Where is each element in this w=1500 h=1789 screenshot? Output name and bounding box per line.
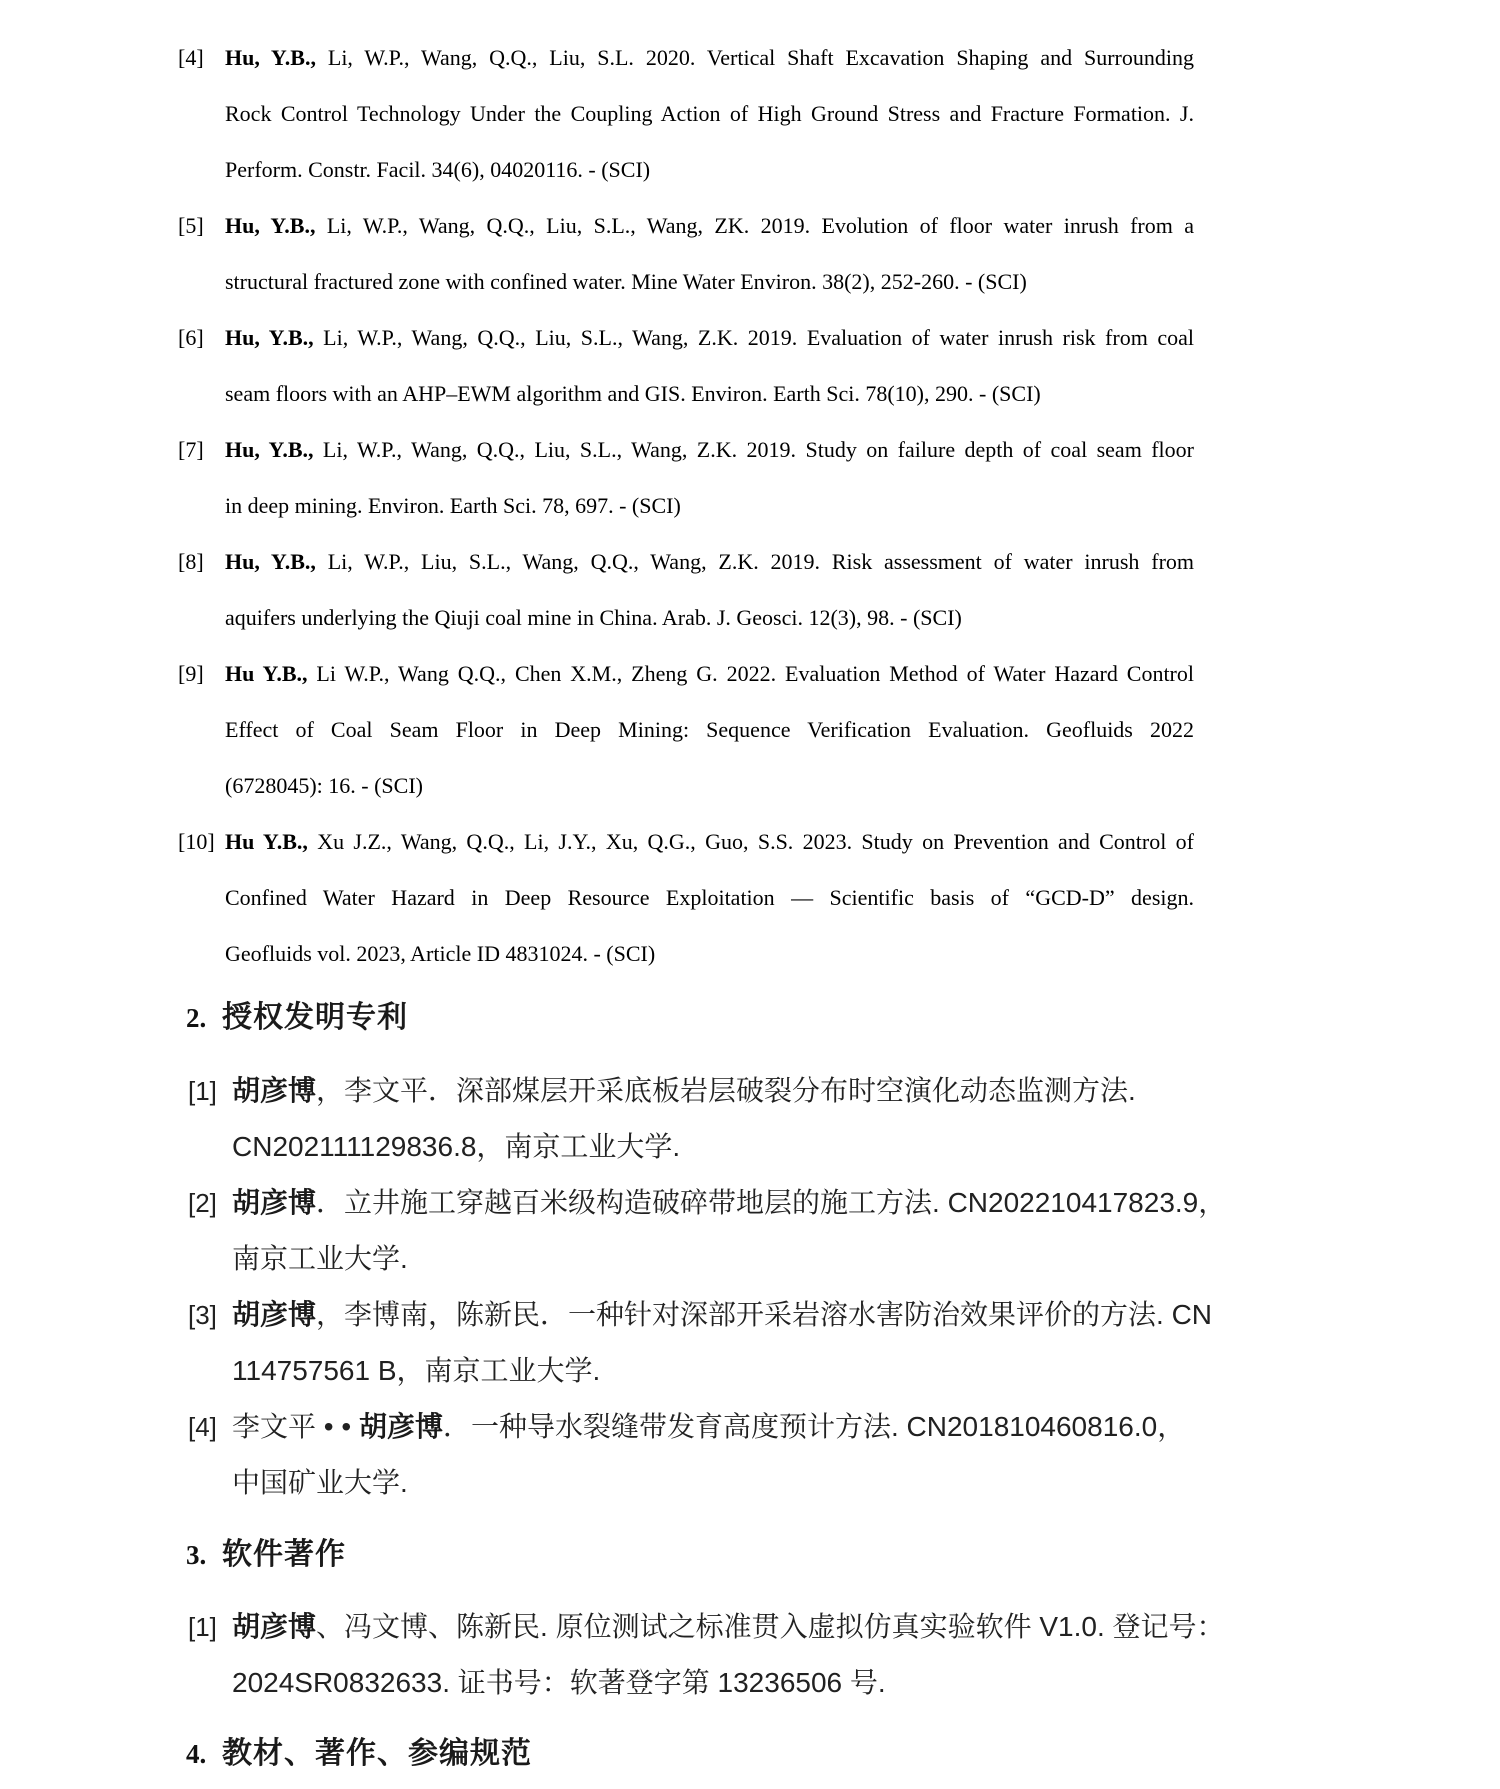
reference-line [178,534,1194,590]
reference-item [178,310,1194,422]
patent-text: ．立井施工穿越百米级构造破碎带地层的施工方法. CN202210417823.9， [316,1187,1227,1218]
reference-line: Rock Control Technology Under the Coupling Action of High Ground Stress and Fracture Formation. J. [225,101,1194,126]
section-header-software [178,1533,346,1577]
section-title: 软件著作 [222,1538,346,1571]
reference-author-bold: Hu, Y.B., [225,325,314,350]
patent-number: [3] [188,1300,217,1330]
patent-line [188,1287,1228,1343]
patent-text: ．一种导水裂缝带发育高度预计方法. CN201810460816.0， [442,1411,1186,1442]
reference-item [178,646,1194,814]
section-title: 授权发明专利 [222,1001,408,1034]
section-number: 3. [186,1540,207,1570]
reference-number: [4] [178,45,204,70]
section-number: 4. [186,1739,207,1769]
patent-pre: 李文平 • • [232,1411,359,1442]
reference-author-bold: Hu Y.B., [225,829,308,854]
section-header-patents [178,996,408,1040]
software-line: 2024SR0832633. 证书号：软著登字第 13236506 号. [232,1667,886,1698]
reference-line [178,310,1194,366]
patent-line: CN202111129836.8，南京工业大学. [232,1131,681,1162]
reference-line: Confined Water Hazard in Deep Resource Exploitation — Scientific basis of “GCD-D” design. [225,885,1194,910]
reference-line: aquifers underlying the Qiuji coal mine in China. Arab. J. Geosci. 12(3), 98. - (SCI) [225,605,962,630]
reference-line [178,198,1194,254]
reference-line: seam floors with an AHP–EWM algorithm and GIS. Environ. Earth Sci. 78(10), 290. - (SCI) [225,381,1041,406]
reference-author-bold: Hu, Y.B., [225,549,316,574]
reference-text: Li W.P., Wang Q.Q., Chen X.M., Zheng G. 2022. Evaluation Method of Water Hazard Control [307,661,1194,686]
reference-line [178,30,1194,86]
reference-line: structural fractured zone with confined water. Mine Water Environ. 38(2), 252-260. - (SCI) [225,269,1027,294]
reference-text: Li, W.P., Liu, S.L., Wang, Q.Q., Wang, Z.K. 2019. Risk assessment of water inrush from [315,549,1194,574]
patent-line: 中国矿业大学. [232,1467,408,1498]
patent-text: ，李文平．深部煤层开采底板岩层破裂分布时空演化动态监测方法. [316,1075,1136,1106]
reference-text: Li, W.P., Wang, Q.Q., Liu, S.L. 2020. Vertical Shaft Excavation Shaping and Surrounding [315,45,1194,70]
patent-author-bold: 胡彦博 [232,1299,317,1330]
reference-text: Li, W.P., Wang, Q.Q., Liu, S.L., Wang, Z.K. 2019. Evaluation of water inrush risk from coal [313,325,1194,350]
reference-line [178,646,1194,702]
software-copyright-list [188,1599,1228,1711]
patent-text: ，李博南，陈新民．一种针对深部开采岩溶水害防治效果评价的方法. CN [316,1299,1213,1330]
patent-item [188,1287,1228,1399]
reference-line [178,422,1194,478]
patent-item [188,1399,1228,1511]
software-item [188,1599,1228,1711]
patent-line: 114757561 B，南京工业大学. [232,1355,601,1386]
reference-line [178,814,1194,870]
reference-item [178,198,1194,310]
patent-line [188,1063,1228,1119]
reference-number: [8] [178,549,204,574]
reference-line: in deep mining. Environ. Earth Sci. 78, 697. - (SCI) [225,493,681,518]
reference-author-bold: Hu, Y.B., [225,45,316,70]
reference-author-bold: Hu, Y.B., [225,213,316,238]
reference-text: Xu J.Z., Wang, Q.Q., Li, J.Y., Xu, Q.G., Guo, S.S. 2023. Study on Prevention and Control of [307,829,1194,854]
patent-number: [1] [188,1076,217,1106]
patent-item [188,1063,1228,1175]
reference-author-bold: Hu, Y.B., [225,437,314,462]
reference-author-bold: Hu Y.B., [225,661,308,686]
reference-item [178,422,1194,534]
patent-author-bold: 胡彦博 [232,1075,317,1106]
patent-author-bold: 胡彦博 [358,1411,443,1442]
reference-number: [10] [178,829,215,854]
software-text: 、冯文博、陈新民. 原位测试之标准贯入虚拟仿真实验软件 V1.0. 登记号： [316,1611,1225,1642]
reference-item [178,30,1194,198]
reference-text: Li, W.P., Wang, Q.Q., Liu, S.L., Wang, Z.K. 2019. Study on failure depth of coal seam floor [313,437,1194,462]
reference-number: [7] [178,437,204,462]
reference-line: Perform. Constr. Facil. 34(6), 04020116. - (SCI) [225,157,651,182]
publication-list [178,30,1194,982]
patent-line [188,1399,1228,1455]
reference-number: [9] [178,661,204,686]
patent-list [188,1063,1228,1511]
section-title: 教材、著作、参编规范 [222,1737,532,1770]
reference-item [178,534,1194,646]
reference-line: Geofluids vol. 2023, Article ID 4831024. - (SCI) [225,941,656,966]
software-number: [1] [188,1612,217,1642]
reference-item [178,814,1194,982]
patent-item [188,1175,1228,1287]
section-header-books [178,1732,532,1776]
reference-text: Li, W.P., Wang, Q.Q., Liu, S.L., Wang, ZK. 2019. Evolution of floor water inrush from a [315,213,1194,238]
section-number: 2. [186,1003,207,1033]
reference-number: [6] [178,325,204,350]
software-line [188,1599,1228,1655]
patent-line [188,1175,1228,1231]
patent-number: [2] [188,1188,217,1218]
reference-number: [5] [178,213,204,238]
patent-author-bold: 胡彦博 [232,1187,317,1218]
reference-line: Effect of Coal Seam Floor in Deep Mining: Sequence Verification Evaluation. Geofluids 2022 [225,717,1194,742]
reference-line: (6728045): 16. - (SCI) [225,773,423,798]
patent-number: [4] [188,1412,217,1442]
patent-line: 南京工业大学. [232,1243,408,1274]
software-author-bold: 胡彦博 [232,1611,317,1642]
